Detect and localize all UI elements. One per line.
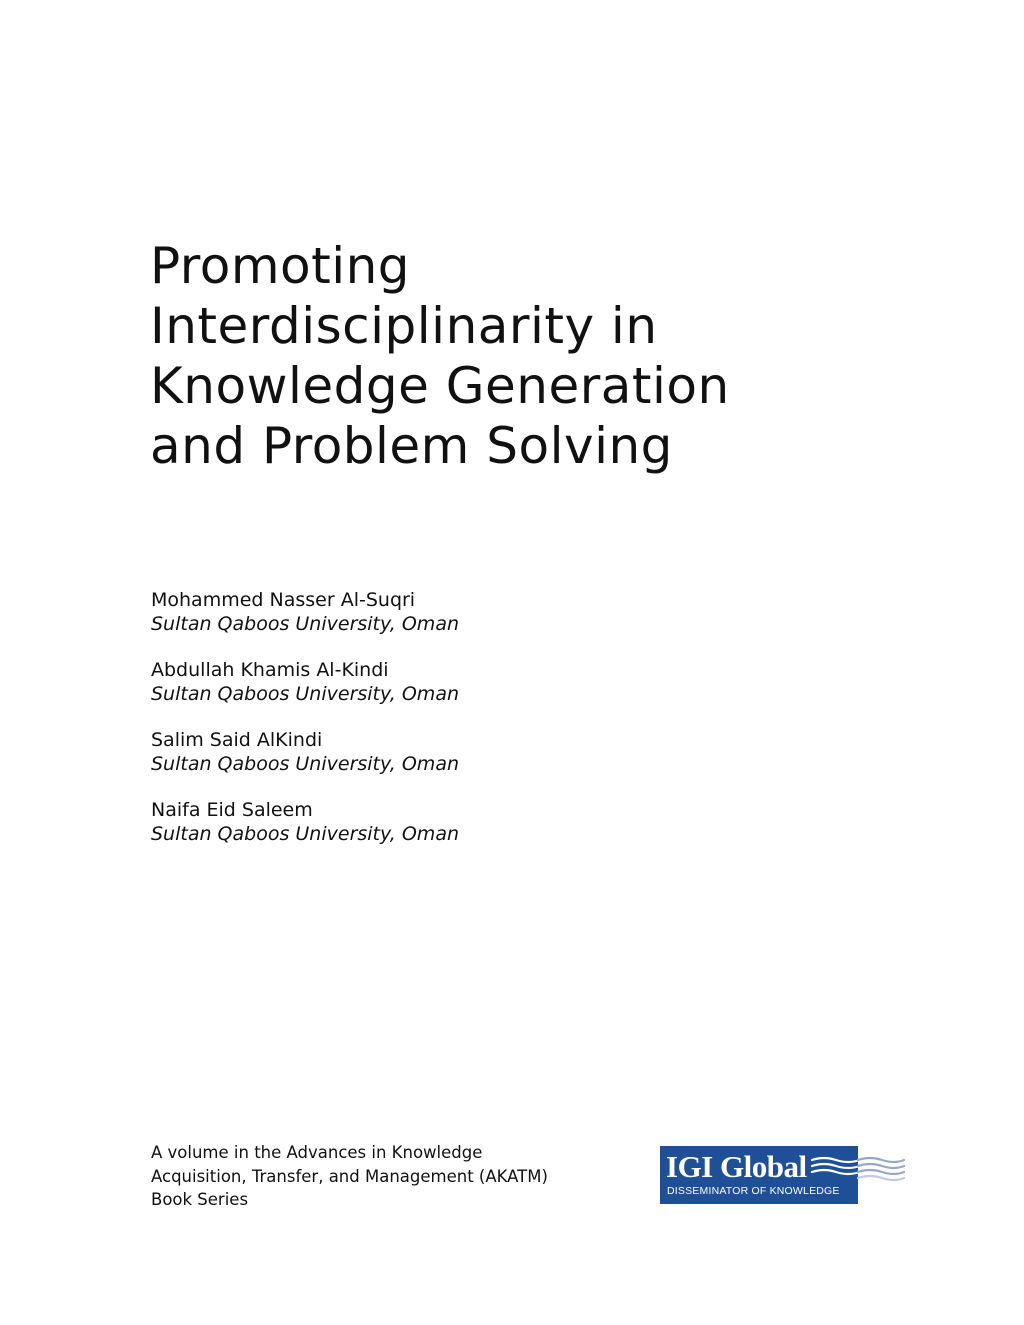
series-line: Acquisition, Transfer, and Management (AKATM) [151, 1166, 548, 1186]
book-title-line: and Problem Solving [150, 417, 673, 475]
logo-tagline: DISSEMINATOR OF KNOWLEDGE [667, 1185, 840, 1197]
author-affiliation: Sultan Qaboos University, Oman [151, 753, 459, 775]
author-affiliation: Sultan Qaboos University, Oman [151, 683, 459, 705]
author-name: Abdullah Khamis Al-Kindi [151, 659, 389, 681]
author-entry [151, 728, 751, 798]
wave-line [858, 1158, 904, 1162]
author-name: Mohammed Nasser Al-Suqri [151, 589, 416, 611]
logo-brand-name: IGI Global [666, 1149, 807, 1184]
wave-line [858, 1164, 904, 1168]
series-line: A volume in the Advances in Knowledge [151, 1143, 483, 1162]
waves-icon [810, 1154, 905, 1188]
wave-line [858, 1170, 904, 1174]
author-entry [151, 798, 751, 868]
author-name: Naifa Eid Saleem [151, 799, 313, 821]
author-list [151, 588, 751, 868]
author-affiliation: Sultan Qaboos University, Oman [151, 613, 459, 635]
author-entry [151, 588, 751, 658]
author-name: Salim Said AlKindi [151, 729, 323, 751]
book-title [150, 236, 890, 476]
book-title-line: Promoting [150, 237, 411, 295]
book-title-line: Interdisciplinarity in [150, 297, 658, 355]
wave-line [858, 1176, 904, 1180]
author-entry [151, 658, 751, 728]
publisher-logo [660, 1146, 905, 1206]
series-line: Book Series [151, 1190, 249, 1209]
book-title-line: Knowledge Generation [150, 357, 730, 415]
author-affiliation: Sultan Qaboos University, Oman [151, 823, 459, 845]
book-series-note [151, 1141, 631, 1212]
